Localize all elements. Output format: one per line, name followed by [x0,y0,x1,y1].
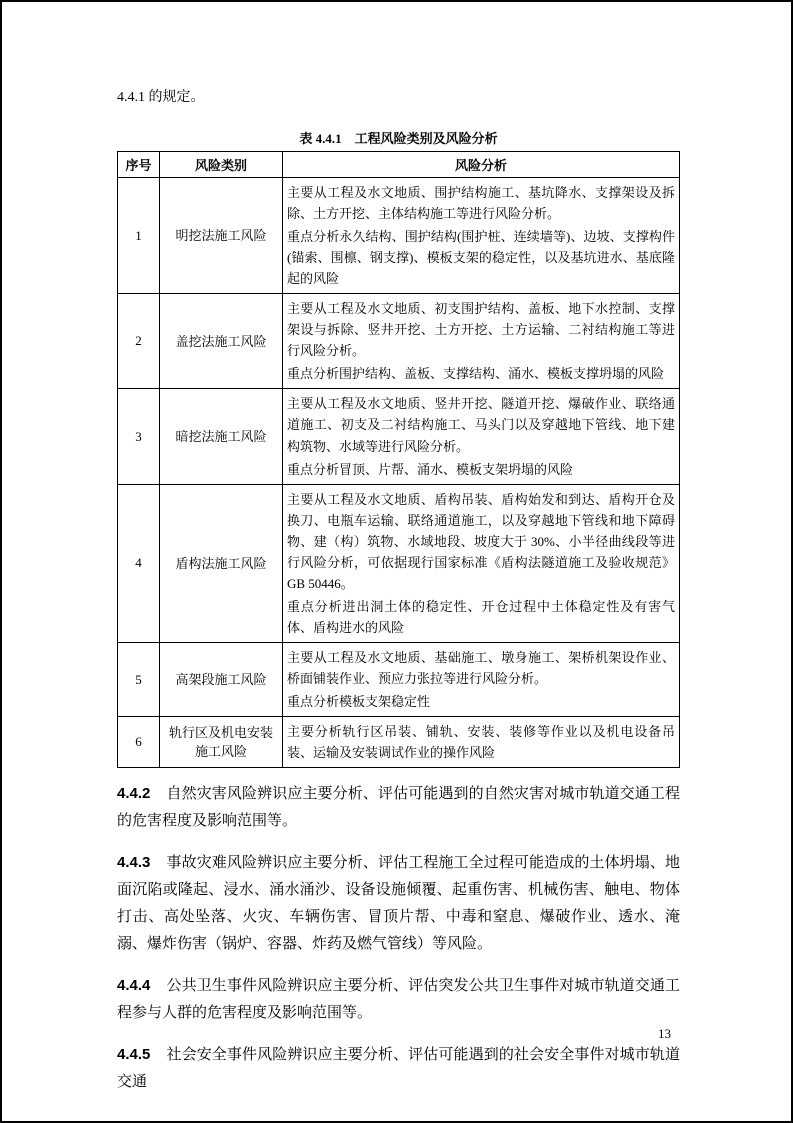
table-caption: 表 4.4.1 工程风险类别及风险分析 [299,131,498,146]
cell-risk-analysis [283,294,680,389]
cell-risk-category: 暗挖法施工风险 [160,389,283,484]
clause-4.4.5 [117,1041,680,1096]
table-row [118,642,680,716]
cell-risk-category: 明挖法施工风险 [160,178,283,294]
clauses [117,780,680,1096]
analysis-paragraph: 主要分析轨行区吊装、铺轨、安装、装修等作业以及机电设备吊装、运输及安装调试作业的操作风险 [287,724,675,761]
cell-risk-category: 轨行区及机电安装施工风险 [160,717,283,768]
cell-risk-analysis [283,389,680,484]
table-row [118,484,680,642]
header-no: 序号 [118,152,160,178]
clause-text: 社会安全事件风险辨识应主要分析、评估可能遇到的社会安全事件对城市轨道交通 [117,1047,680,1091]
clause-text: 公共卫生事件风险辨识应主要分析、评估突发公共卫生事件对城市轨道交通工程参与人群的危害程度及影响范围等。 [117,978,680,1022]
cell-risk-analysis [283,484,680,642]
analysis-paragraph: 重点分析永久结构、围护结构(围护桩、连续墙等)、边坡、支撑构件(锚索、围檩、钢支撑)、模板支架的稳定性，以及基坑进水、基底隆起的风险 [287,229,675,287]
cell-row-number: 4 [118,484,160,642]
clause-text: 自然灾害风险辨识应主要分析、评估可能遇到的自然灾害对城市轨道交通工程的危害程度及影响范围等。 [117,786,680,830]
table-header-row [118,152,680,178]
cell-row-number: 2 [118,294,160,389]
risk-table-body [118,178,680,768]
cell-risk-analysis [283,178,680,294]
table-row [118,178,680,294]
cell-row-number: 1 [118,178,160,294]
header-analysis: 风险分析 [283,152,680,178]
analysis-paragraph: 重点分析模板支架稳定性 [287,694,431,710]
header-category: 风险类别 [160,152,283,178]
analysis-paragraph: 重点分析冒顶、片帮、涌水、模板支架坍塌的风险 [287,461,574,477]
analysis-paragraph: 主要从工程及水文地质、基础施工、墩身施工、架桥机架设作业、桥面铺装作业、预应力张拉等进行风险分析。 [287,649,675,686]
cell-risk-category: 盖挖法施工风险 [160,294,283,389]
cell-row-number: 6 [118,717,160,768]
clause-4.4.4 [117,972,680,1027]
table-row [118,717,680,768]
intro-text: 4.4.1 的规定。 [117,90,205,105]
cell-row-number: 5 [118,642,160,716]
cell-risk-analysis [283,717,680,768]
cell-risk-analysis [283,642,680,716]
cell-row-number: 3 [118,389,160,484]
clause-number: 4.4.5 [117,1046,151,1064]
analysis-paragraph: 重点分析进出洞土体的稳定性、开仓过程中土体稳定性及有害气体、盾构进水的风险 [287,598,675,635]
table-row [118,294,680,389]
clause-text: 事故灾难风险辨识应主要分析、评估工程施工全过程可能造成的土体坍塌、地面沉陷或隆起、浸水、涌水涌沙、设备设施倾覆、起重伤害、机械伤害、触电、物体打击、高处坠落、火灾、车辆伤害、冒顶片帮、中毒和窒息、爆破作业、透水、淹溺、爆炸伤害（锅炉、容器、炸药及燃气管线）等风险。 [117,855,680,953]
analysis-paragraph: 重点分析围护结构、盖板、支撑结构、涌水、模板支撑坍塌的风险 [287,366,665,382]
clause-4.4.3 [117,849,680,958]
clause-number: 4.4.2 [117,785,151,803]
analysis-paragraph: 主要从工程及水文地质、竖井开挖、隧道开挖、爆破作业、联络通道施工、初支及二衬结构施工、马头门以及穿越地下管线、地下建构筑物、水域等进行风险分析。 [287,396,675,454]
cell-risk-category: 高架段施工风险 [160,642,283,716]
analysis-paragraph: 主要从工程及水文地质、围护结构施工、基坑降水、支撑架设及拆除、土方开挖、主体结构施工等进行风险分析。 [287,185,675,222]
clause-number: 4.4.4 [117,977,151,995]
table-row [118,389,680,484]
clause-4.4.2 [117,780,680,835]
clause-number: 4.4.3 [117,854,151,872]
risk-table [117,151,680,768]
analysis-paragraph: 主要从工程及水文地质、初支围护结构、盖板、地下水控制、支撑架设与拆除、竖井开挖、土方开挖、土方运输、二衬结构施工等进行风险分析。 [287,301,675,359]
cell-risk-category: 盾构法施工风险 [160,484,283,642]
analysis-paragraph: 主要从工程及水文地质、盾构吊装、盾构始发和到达、盾构开仓及换刀、电瓶车运输、联络通道施工，以及穿越地下管线和地下障碍物、建（构）筑物、水域地段、坡度大于 30%、小半径曲线段等进行风险分析，可依据现行国家标准《盾构法隧道施工及验收规范》GB 50446。 [287,491,675,591]
page-number: 13 [658,1026,671,1041]
document-page [117,86,680,1110]
